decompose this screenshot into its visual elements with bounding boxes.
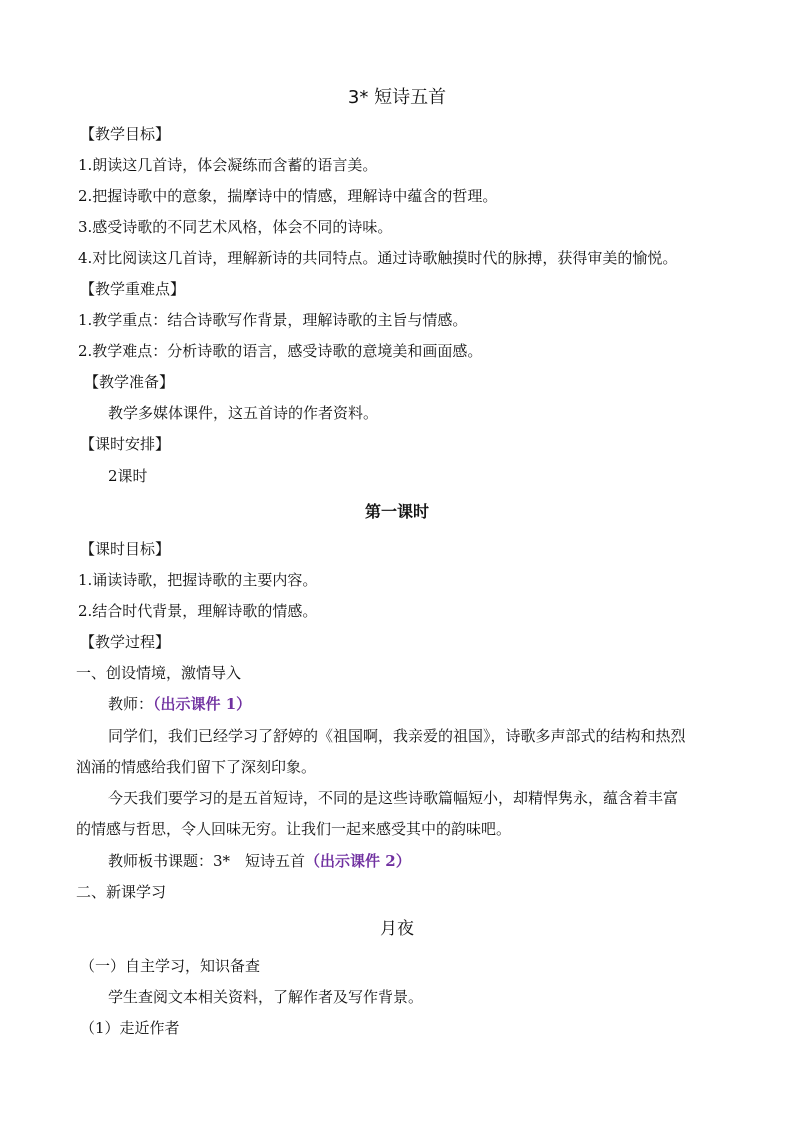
paragraph-1-line-1: 同学们，我们已经学习了舒婷的《祖国啊，我亲爱的祖国》，诗歌多声部式的结构和热烈	[108, 727, 686, 745]
prep-heading: 【教学准备】	[84, 373, 175, 391]
goal-item-1: 1.朗读这几首诗，体会凝练而含蓄的语言美。	[78, 156, 378, 174]
lesson-title: 第一课时	[364, 502, 429, 521]
key-point-1: 1.教学重点：结合诗歌写作背景，理解诗歌的主旨与情感。	[78, 311, 468, 329]
goal-item-2: 2.把握诗歌中的意象，揣摩诗中的情感，理解诗中蕴含的哲理。	[78, 187, 498, 205]
process-heading: 【教学过程】	[80, 633, 171, 651]
courseware-note-1: （出示课件 1）	[153, 695, 252, 713]
teacher-line	[108, 694, 251, 714]
section-2-heading: 二、新课学习	[76, 883, 167, 901]
document-title: 3* 短诗五首	[347, 87, 447, 108]
self-study-text: 学生查阅文本相关资料，了解作者及写作背景。	[108, 988, 424, 1006]
goal-item-3: 3.感受诗歌的不同艺术风格，体会不同的诗味。	[78, 218, 393, 236]
board-label: 教师板书课题：3* 短诗五首	[108, 852, 306, 870]
teacher-label: 教师：	[108, 695, 154, 713]
goal-item-4: 4.对比阅读这几首诗，理解新诗的共同特点。通过诗歌触摸时代的脉搏，获得审美的愉悦。	[78, 249, 678, 267]
schedule-text: 2课时	[108, 467, 148, 485]
author-item: （1）走近作者	[80, 1019, 180, 1037]
key-point-2: 2.教学难点：分析诗歌的语言，感受诗歌的意境美和画面感。	[78, 342, 483, 360]
courseware-note-2: （出示课件 2）	[305, 852, 411, 870]
schedule-heading: 【课时安排】	[80, 435, 171, 453]
section-1-heading: 一、创设情境，激情导入	[76, 664, 242, 682]
key-heading: 【教学重难点】	[80, 280, 186, 298]
lesson-goal-1: 1.诵读诗歌，把握诗歌的主要内容。	[78, 571, 318, 589]
lesson-goals-heading: 【课时目标】	[80, 540, 171, 558]
poem-title: 月夜	[380, 919, 414, 939]
prep-text: 教学多媒体课件，这五首诗的作者资料。	[108, 404, 379, 422]
goals-heading: 【教学目标】	[80, 125, 171, 143]
paragraph-1-line-2: 汹涌的情感给我们留下了深刻印象。	[76, 758, 317, 776]
paragraph-2-line-1: 今天我们要学习的是五首短诗，不同的是这些诗歌篇幅短小，却精悍隽永，蕴含着丰富	[108, 789, 679, 807]
lesson-goal-2: 2.结合时代背景，理解诗歌的情感。	[78, 602, 318, 620]
paragraph-2-line-2: 的情感与哲思，令人回味无穷。让我们一起来感受其中的韵味吧。	[76, 820, 512, 838]
self-study-heading: （一）自主学习，知识备查	[80, 957, 261, 975]
board-line	[108, 851, 411, 871]
